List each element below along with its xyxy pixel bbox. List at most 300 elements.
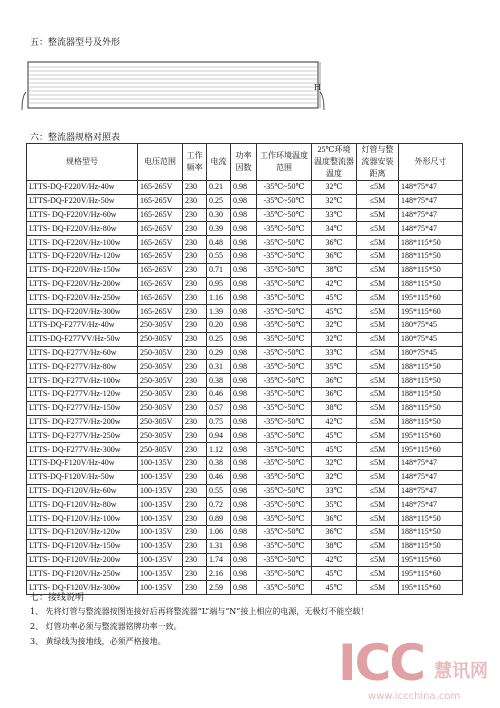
table-cell: 165-265V <box>138 208 183 222</box>
table-cell: ≤5M <box>357 539 399 553</box>
table-header-row <box>27 144 463 181</box>
table-cell: 34℃ <box>312 222 357 236</box>
table-cell: -35℃~50℃ <box>257 277 312 291</box>
table-cell: 188*115*50 <box>399 401 463 415</box>
table-cell: 0.98 <box>231 401 257 415</box>
table-cell: 165-265V <box>138 305 183 319</box>
table-cell: ≤5M <box>357 567 399 581</box>
table-cell: 188*115*50 <box>399 539 463 553</box>
table-cell: 1.31 <box>207 539 231 553</box>
table-cell: LTTS- DQ-F220V/Hz-100w <box>27 236 138 250</box>
table-cell: 230 <box>183 374 207 388</box>
table-cell: 250-305V <box>138 332 183 346</box>
table-cell: -35℃~50℃ <box>257 498 312 512</box>
table-cell: 45℃ <box>312 567 357 581</box>
table-cell: 230 <box>183 498 207 512</box>
table-cell: LTTS- DQ-F120V/Hz-100w <box>27 512 138 526</box>
table-cell: 32℃ <box>312 318 357 332</box>
table-row <box>27 346 463 360</box>
table-cell: LTTS- DQ-F120V/Hz-150w <box>27 539 138 553</box>
table-cell: 0.98 <box>231 208 257 222</box>
table-cell: 148*75*47 <box>399 222 463 236</box>
table-cell: ≤5M <box>357 581 399 595</box>
table-cell: 0.98 <box>231 236 257 250</box>
table-cell: 33℃ <box>312 346 357 360</box>
table-cell: LTTS- DQ-F120V/Hz-200w <box>27 553 138 567</box>
table-cell: ≤5M <box>357 374 399 388</box>
section7-title: 七：接线说明 <box>30 593 85 603</box>
table-cell: LTTS- DQ-F277V/Hz-200w <box>27 415 138 429</box>
table-cell: 188*115*50 <box>399 512 463 526</box>
table-cell: 100-135V <box>138 525 183 539</box>
column-header: 规格型号 <box>27 144 138 181</box>
table-cell: 0.72 <box>207 498 231 512</box>
table-cell: 188*115*50 <box>399 249 463 263</box>
table-cell: -35℃~50℃ <box>257 360 312 374</box>
table-cell: -35℃~50℃ <box>257 539 312 553</box>
table-cell: 2.16 <box>207 567 231 581</box>
table-cell: 230 <box>183 470 207 484</box>
table-cell: 0.94 <box>207 429 231 443</box>
table-cell: LTTS-DQ-F120V/Hz-40w <box>27 456 138 470</box>
table-cell: 0.98 <box>231 346 257 360</box>
table-row <box>27 181 463 195</box>
table-row <box>27 484 463 498</box>
table-cell: ≤5M <box>357 470 399 484</box>
table-cell: ≤5M <box>357 249 399 263</box>
table-cell: 0.29 <box>207 346 231 360</box>
table-cell: 32℃ <box>312 470 357 484</box>
table-cell: LTTS- DQ-F120V/Hz-300w <box>27 581 138 595</box>
table-cell: 0.39 <box>207 222 231 236</box>
table-row <box>27 567 463 581</box>
table-cell: 0.25 <box>207 332 231 346</box>
table-row <box>27 498 463 512</box>
table-cell: 0.98 <box>231 263 257 277</box>
table-cell: 165-265V <box>138 263 183 277</box>
table-row <box>27 332 463 346</box>
section6-title: 六：整流器规格对照表 <box>30 133 121 143</box>
table-cell: ≤5M <box>357 181 399 195</box>
table-cell: 0.98 <box>231 291 257 305</box>
table-cell: 0.57 <box>207 401 231 415</box>
table-row <box>27 539 463 553</box>
table-cell: 230 <box>183 181 207 195</box>
table-cell: 230 <box>183 429 207 443</box>
table-cell: -35℃~50℃ <box>257 291 312 305</box>
table-cell: 100-135V <box>138 553 183 567</box>
table-cell: 45℃ <box>312 291 357 305</box>
table-cell: ≤5M <box>357 415 399 429</box>
table-cell: 165-265V <box>138 194 183 208</box>
table-cell: 0.98 <box>231 443 257 457</box>
table-cell: 0.20 <box>207 318 231 332</box>
table-cell: 0.98 <box>231 222 257 236</box>
table-row <box>27 277 463 291</box>
table-cell: 165-265V <box>138 181 183 195</box>
table-cell: LTTS- DQ-F220V/Hz-60w <box>27 208 138 222</box>
table-cell: 188*115*50 <box>399 236 463 250</box>
table-cell: ≤5M <box>357 456 399 470</box>
table-cell: 32℃ <box>312 194 357 208</box>
watermark-brand-cn: 慧讯网 <box>434 661 488 682</box>
watermark-url: www.iccchina.com <box>368 691 461 702</box>
table-cell: -35℃~50℃ <box>257 484 312 498</box>
diagram-height-label: H <box>314 83 321 92</box>
table-cell: 36℃ <box>312 387 357 401</box>
table-cell: ≤5M <box>357 318 399 332</box>
table-cell: 1.39 <box>207 305 231 319</box>
table-cell: LTTS- DQ-F277V/Hz-150w <box>27 401 138 415</box>
table-cell: LTTS- DQ-F220V/Hz-250w <box>27 291 138 305</box>
table-cell: LTTS- DQ-F277V/Hz-120w <box>27 387 138 401</box>
table-cell: ≤5M <box>357 263 399 277</box>
table-cell: 230 <box>183 194 207 208</box>
table-cell: -35℃~50℃ <box>257 236 312 250</box>
column-header: 工作环境温度范围 <box>257 144 312 181</box>
table-cell: 0.30 <box>207 208 231 222</box>
table-cell: 1.16 <box>207 291 231 305</box>
table-cell: -35℃~50℃ <box>257 512 312 526</box>
table-cell: LTTS- DQ-F220V/Hz-300w <box>27 305 138 319</box>
table-cell: 35℃ <box>312 360 357 374</box>
table-cell: 0.98 <box>231 415 257 429</box>
table-cell: 188*115*50 <box>399 277 463 291</box>
table-cell: 0.98 <box>231 181 257 195</box>
table-cell: ≤5M <box>357 387 399 401</box>
table-row <box>27 318 463 332</box>
table-cell: LTTS- DQ-F277V/Hz-300w <box>27 443 138 457</box>
table-cell: 45℃ <box>312 305 357 319</box>
table-cell: 188*115*50 <box>399 374 463 388</box>
table-cell: 250-305V <box>138 346 183 360</box>
table-cell: 230 <box>183 415 207 429</box>
table-cell: LTTS-DQ-F277VV/Hz-50w <box>27 332 138 346</box>
table-cell: 230 <box>183 484 207 498</box>
note-item: 1、 先将灯管与整流器按图连接好后再将整流器“L”端与“N”接上相应的电源，无极灯不能空载！ <box>30 607 369 616</box>
table-cell: 0.98 <box>231 387 257 401</box>
table-cell: 0.38 <box>207 374 231 388</box>
table-cell: 0.98 <box>231 249 257 263</box>
table-cell: 230 <box>183 512 207 526</box>
table-cell: 165-265V <box>138 277 183 291</box>
table-cell: 188*115*50 <box>399 415 463 429</box>
table-cell: -35℃~50℃ <box>257 249 312 263</box>
table-cell: 0.98 <box>231 512 257 526</box>
table-cell: 0.98 <box>231 332 257 346</box>
table-cell: 230 <box>183 387 207 401</box>
table-row <box>27 236 463 250</box>
table-row <box>27 263 463 277</box>
table-cell: -35℃~50℃ <box>257 553 312 567</box>
table-cell: 36℃ <box>312 374 357 388</box>
table-cell: 0.98 <box>231 484 257 498</box>
table-cell: 38℃ <box>312 401 357 415</box>
table-cell: 148*75*47 <box>399 181 463 195</box>
column-header: 功率因数 <box>231 144 257 181</box>
table-cell: 45℃ <box>312 443 357 457</box>
table-cell: 250-305V <box>138 318 183 332</box>
table-cell: 100-135V <box>138 498 183 512</box>
table-cell: 188*115*50 <box>399 263 463 277</box>
table-cell: ≤5M <box>357 498 399 512</box>
table-cell: 32℃ <box>312 456 357 470</box>
table-cell: LTTS- DQ-F220V/Hz-200w <box>27 277 138 291</box>
table-cell: 100-135V <box>138 512 183 526</box>
table-cell: 0.98 <box>231 470 257 484</box>
column-header: 外形尺寸 <box>399 144 463 181</box>
table-row <box>27 429 463 443</box>
table-cell: ≤5M <box>357 332 399 346</box>
table-cell: 0.98 <box>231 429 257 443</box>
table-cell: 100-135V <box>138 484 183 498</box>
table-cell: LTTS- DQ-F120V/Hz-250w <box>27 567 138 581</box>
column-header: 电压范围 <box>138 144 183 181</box>
table-cell: 165-265V <box>138 249 183 263</box>
table-cell: 36℃ <box>312 249 357 263</box>
table-cell: 188*115*50 <box>399 387 463 401</box>
table-cell: LTTS- DQ-F277V/Hz-80w <box>27 360 138 374</box>
table-row <box>27 249 463 263</box>
table-cell: 0.98 <box>231 305 257 319</box>
column-header: 电流 <box>207 144 231 181</box>
table-cell: 250-305V <box>138 374 183 388</box>
table-cell: 32℃ <box>312 332 357 346</box>
table-cell: 0.95 <box>207 277 231 291</box>
table-cell: 148*75*47 <box>399 194 463 208</box>
table-cell: 100-135V <box>138 470 183 484</box>
table-cell: 230 <box>183 360 207 374</box>
table-cell: ≤5M <box>357 277 399 291</box>
table-cell: -35℃~50℃ <box>257 401 312 415</box>
table-cell: 0.98 <box>231 360 257 374</box>
table-cell: LTTS- DQ-F277V/Hz-60w <box>27 346 138 360</box>
table-cell: LTTS- DQ-F220V/Hz-80w <box>27 222 138 236</box>
table-cell: 38℃ <box>312 539 357 553</box>
spec-table <box>26 143 463 595</box>
table-row <box>27 525 463 539</box>
table-cell: 180*75*45 <box>399 318 463 332</box>
table-cell: 0.38 <box>207 456 231 470</box>
table-cell: 42℃ <box>312 277 357 291</box>
table-cell: 0.25 <box>207 194 231 208</box>
table-row <box>27 443 463 457</box>
table-cell: ≤5M <box>357 360 399 374</box>
table-row <box>27 222 463 236</box>
table-cell: 180*75*45 <box>399 332 463 346</box>
table-cell: 0.55 <box>207 249 231 263</box>
table-cell: 148*75*47 <box>399 498 463 512</box>
table-cell: -35℃~50℃ <box>257 305 312 319</box>
table-cell: 230 <box>183 553 207 567</box>
table-row <box>27 305 463 319</box>
table-cell: -35℃~50℃ <box>257 332 312 346</box>
table-cell: LTTS-DQ-F220V/Hz-50w <box>27 194 138 208</box>
table-cell: ≤5M <box>357 443 399 457</box>
table-cell: 1.06 <box>207 525 231 539</box>
table-cell: LTTS-DQ-F277V/Hz-40w <box>27 318 138 332</box>
section5-title: 五：整流器型号及外形 <box>30 38 121 48</box>
table-cell: 195*115*60 <box>399 305 463 319</box>
table-cell: 0.98 <box>231 567 257 581</box>
watermark-logo <box>338 634 498 705</box>
table-cell: 0.98 <box>231 539 257 553</box>
table-cell: 250-305V <box>138 360 183 374</box>
table-cell: ≤5M <box>357 305 399 319</box>
table-cell: 38℃ <box>312 263 357 277</box>
table-cell: -35℃~50℃ <box>257 318 312 332</box>
table-cell: 230 <box>183 249 207 263</box>
table-cell: 195*115*60 <box>399 581 463 595</box>
table-cell: 33℃ <box>312 208 357 222</box>
table-cell: 165-265V <box>138 291 183 305</box>
table-cell: ≤5M <box>357 208 399 222</box>
table-cell: 0.98 <box>231 525 257 539</box>
table-cell: 0.71 <box>207 263 231 277</box>
table-cell: -35℃~50℃ <box>257 181 312 195</box>
table-cell: 0.98 <box>231 318 257 332</box>
table-row <box>27 291 463 305</box>
table-cell: 230 <box>183 236 207 250</box>
ballast-outline-diagram <box>20 52 330 130</box>
table-cell: 188*115*50 <box>399 360 463 374</box>
table-cell: 1.12 <box>207 443 231 457</box>
table-cell: 180*75*45 <box>399 346 463 360</box>
table-cell: 0.46 <box>207 387 231 401</box>
table-row <box>27 415 463 429</box>
table-cell: 230 <box>183 456 207 470</box>
table-cell: 165-265V <box>138 222 183 236</box>
table-row <box>27 208 463 222</box>
table-cell: LTTS- DQ-F220V/Hz-150w <box>27 263 138 277</box>
table-cell: 195*115*60 <box>399 443 463 457</box>
table-row <box>27 374 463 388</box>
table-row <box>27 553 463 567</box>
table-cell: -35℃~50℃ <box>257 208 312 222</box>
table-cell: 0.89 <box>207 512 231 526</box>
table-cell: 36℃ <box>312 236 357 250</box>
table-cell: -35℃~50℃ <box>257 470 312 484</box>
table-cell: ≤5M <box>357 401 399 415</box>
table-cell: 250-305V <box>138 429 183 443</box>
table-cell: 148*75*47 <box>399 470 463 484</box>
table-cell: 230 <box>183 305 207 319</box>
table-cell: ≤5M <box>357 429 399 443</box>
table-cell: ≤5M <box>357 291 399 305</box>
table-cell: 42℃ <box>312 415 357 429</box>
table-cell: 230 <box>183 401 207 415</box>
table-cell: -35℃~50℃ <box>257 443 312 457</box>
table-cell: -35℃~50℃ <box>257 415 312 429</box>
table-cell: 230 <box>183 318 207 332</box>
table-cell: 0.98 <box>231 581 257 595</box>
table-cell: LTTS-DQ-F120V/Hz-50w <box>27 470 138 484</box>
table-cell: 0.55 <box>207 484 231 498</box>
table-cell: 0.98 <box>231 498 257 512</box>
table-cell: 195*115*60 <box>399 291 463 305</box>
table-cell: 230 <box>183 263 207 277</box>
table-cell: 230 <box>183 443 207 457</box>
table-cell: ≤5M <box>357 553 399 567</box>
watermark-brand: ICC <box>338 634 424 692</box>
table-cell: -35℃~50℃ <box>257 222 312 236</box>
table-cell: 0.46 <box>207 470 231 484</box>
table-cell: -35℃~50℃ <box>257 525 312 539</box>
table-cell: -35℃~50℃ <box>257 346 312 360</box>
note-item: 3、 黄绿线为接地线，必须严格接地。 <box>30 637 166 646</box>
table-cell: -35℃~50℃ <box>257 581 312 595</box>
table-cell: 250-305V <box>138 387 183 401</box>
column-header: 25℃环境温度整流器温度 <box>312 144 357 181</box>
table-cell: 0.98 <box>231 277 257 291</box>
table-cell: 195*115*60 <box>399 553 463 567</box>
table-cell: 148*75*47 <box>399 208 463 222</box>
table-cell: ≤5M <box>357 484 399 498</box>
table-row <box>27 470 463 484</box>
table-cell: 36℃ <box>312 525 357 539</box>
table-cell: ≤5M <box>357 194 399 208</box>
table-cell: 250-305V <box>138 401 183 415</box>
table-cell: 230 <box>183 539 207 553</box>
table-cell: ≤5M <box>357 222 399 236</box>
table-cell: -35℃~50℃ <box>257 429 312 443</box>
table-cell: ≤5M <box>357 346 399 360</box>
table-cell: 42℃ <box>312 553 357 567</box>
table-cell: 230 <box>183 525 207 539</box>
table-cell: 0.98 <box>231 456 257 470</box>
table-cell: -35℃~50℃ <box>257 567 312 581</box>
table-cell: -35℃~50℃ <box>257 263 312 277</box>
table-cell: -35℃~50℃ <box>257 456 312 470</box>
table-cell: 33℃ <box>312 484 357 498</box>
table-cell: 148*75*47 <box>399 484 463 498</box>
table-cell: 230 <box>183 581 207 595</box>
table-row <box>27 456 463 470</box>
table-cell: 250-305V <box>138 415 183 429</box>
table-cell: LTTS- DQ-F277V/Hz-100w <box>27 374 138 388</box>
table-cell: -35℃~50℃ <box>257 194 312 208</box>
table-cell: 250-305V <box>138 443 183 457</box>
table-row <box>27 194 463 208</box>
table-cell: LTTS-DQ-F220V/Hz-40w <box>27 181 138 195</box>
table-cell: 195*115*60 <box>399 429 463 443</box>
table-body <box>27 181 463 595</box>
table-cell: 230 <box>183 291 207 305</box>
table-cell: 165-265V <box>138 236 183 250</box>
column-header: 灯管与整流器安装距离 <box>357 144 399 181</box>
table-cell: 0.98 <box>231 374 257 388</box>
table-cell: 0.75 <box>207 415 231 429</box>
table-cell: 230 <box>183 222 207 236</box>
column-header: 工作频率 <box>183 144 207 181</box>
table-cell: ≤5M <box>357 512 399 526</box>
table-cell: 195*115*60 <box>399 567 463 581</box>
table-cell: 36℃ <box>312 512 357 526</box>
note-item: 2、 灯管功率必须与整流器铭牌功率一致。 <box>30 622 182 631</box>
table-row <box>27 387 463 401</box>
table-cell: 35℃ <box>312 498 357 512</box>
table-cell: LTTS- DQ-F220V/Hz-120w <box>27 249 138 263</box>
wiring-notes <box>30 604 368 649</box>
table-cell: -35℃~50℃ <box>257 387 312 401</box>
table-cell: 45℃ <box>312 429 357 443</box>
table-row <box>27 512 463 526</box>
table-cell: 148*75*47 <box>399 456 463 470</box>
table-row <box>27 401 463 415</box>
table-cell: 0.98 <box>231 194 257 208</box>
table-cell: 1.74 <box>207 553 231 567</box>
table-cell: 32℃ <box>312 181 357 195</box>
